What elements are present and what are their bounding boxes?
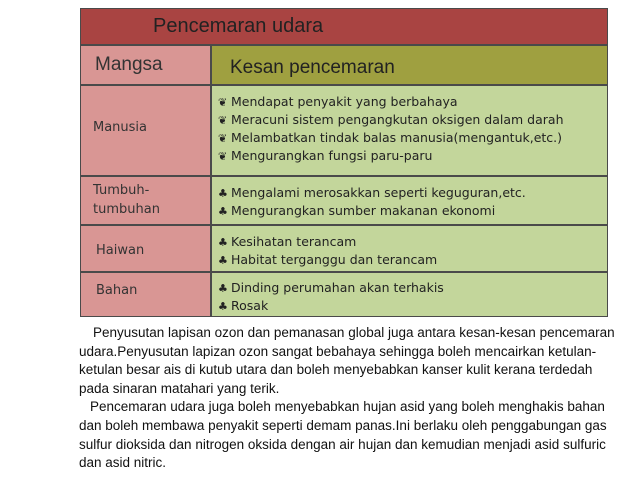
fleuron-bullet-icon: ❦ xyxy=(218,150,228,163)
effects-list xyxy=(218,184,526,220)
victim-cell-bahan xyxy=(80,272,211,317)
fleuron-bullet-icon: ❦ xyxy=(218,114,228,127)
body-text xyxy=(79,324,619,473)
header-victim-label: Mangsa xyxy=(95,54,163,75)
club-bullet-icon: ♣ xyxy=(218,300,228,313)
victim-label: Tumbuh- tumbuhan xyxy=(93,183,160,217)
victim-cell-haiwan xyxy=(80,225,211,272)
club-bullet-icon: ♣ xyxy=(218,236,228,249)
effects-list xyxy=(218,93,564,165)
list-item: ♣ Mengalami merosakkan seperti keguguran,etc. xyxy=(218,185,526,200)
effects-list xyxy=(218,233,437,269)
fleuron-bullet-icon: ❦ xyxy=(218,96,228,109)
effects-cell-tumbuhan xyxy=(211,176,608,225)
title-bar xyxy=(80,8,608,45)
slide-title: Pencemaran udara xyxy=(153,15,324,37)
list-item: ❦ Meracuni sistem pengangkutan oksigen dalam darah xyxy=(218,112,564,127)
victim-label: Bahan xyxy=(96,283,138,298)
header-victim xyxy=(80,45,211,85)
club-bullet-icon: ♣ xyxy=(218,282,228,295)
victim-label: Manusia xyxy=(93,120,148,135)
header-effects-label: Kesan pencemaran xyxy=(230,57,395,78)
effects-cell-manusia xyxy=(211,85,608,176)
victim-cell-tumbuhan xyxy=(80,176,211,225)
list-item: ♣ Mengurangkan sumber makanan ekonomi xyxy=(218,203,496,218)
list-item: ❦ Melambatkan tindak balas manusia(mengantuk,etc.) xyxy=(218,130,563,145)
effects-list xyxy=(218,279,444,315)
list-item: ♣ Kesihatan terancam xyxy=(218,234,357,249)
list-item: ♣ Dinding perumahan akan terhakis xyxy=(218,280,444,295)
victim-label: Haiwan xyxy=(96,243,145,258)
club-bullet-icon: ♣ xyxy=(218,205,228,218)
effects-cell-haiwan xyxy=(211,225,608,272)
fleuron-bullet-icon: ❦ xyxy=(218,132,228,145)
club-bullet-icon: ♣ xyxy=(218,187,228,200)
effects-cell-bahan xyxy=(211,272,608,317)
list-item: ♣ Rosak xyxy=(218,298,269,313)
paragraph-acid-rain: Pencemaran udara juga boleh menyebabkan hujan asid yang boleh menghakis bahan dan boleh membawa penyakit seperti demam panas.Ini berlaku oleh penggabungan gas sulfur dioksida dan nitrogen oksida dengan air hujan dan kemudian menjadi asid sulfuric dan asid nitric. xyxy=(79,399,607,471)
club-bullet-icon: ♣ xyxy=(218,254,228,267)
list-item: ❦ Mendapat penyakit yang berbahaya xyxy=(218,94,458,109)
list-item: ❦ Mengurangkan fungsi paru-paru xyxy=(218,148,433,163)
victim-cell-manusia xyxy=(80,85,211,176)
header-effects xyxy=(211,45,608,85)
list-item: ♣ Habitat terganggu dan terancam xyxy=(218,252,438,267)
paragraph-ozone: Penyusutan lapisan ozon dan pemanasan global juga antara kesan-kesan pencemaran udara.Penyusutan lapizan ozon sangat bebahaya sehingga boleh mencairkan ketulan-ketulan besar ais di kutub utara dan boleh menyebabkan kanser kulit kerana terdedah pada sinaran matahari yang terik. xyxy=(79,325,615,396)
